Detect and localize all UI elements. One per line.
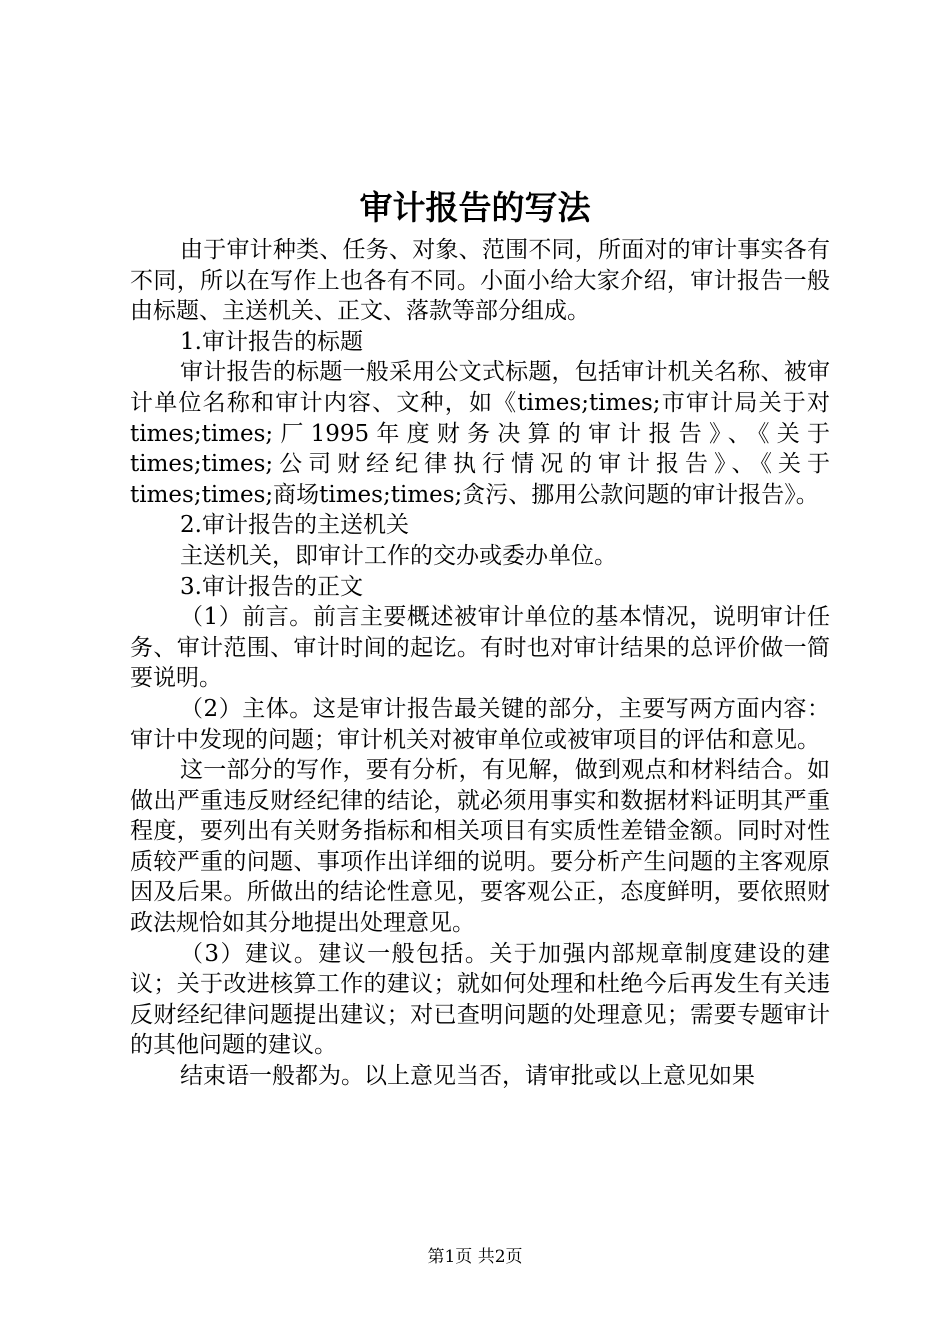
document-title: 审计报告的写法 bbox=[359, 188, 591, 227]
paragraph-conclusion: 结束语一般都为。以上意见当否，请审批或以上意见如果 bbox=[180, 1063, 755, 1090]
paragraph-main-body: （2）主体。这是审计报告最关键的部分，主要写两方面内容：审计中发现的问题；审计机关对被审单位或被审项目的评估和意见。 bbox=[130, 695, 830, 753]
paragraph-preface: （1）前言。前言主要概述被审计单位的基本情况，说明审计任务、审计范围、审计时间的起讫。有时也对审计结果的总评价做一简要说明。 bbox=[130, 604, 830, 692]
heading-title-section: 1.审计报告的标题 bbox=[180, 328, 363, 355]
paragraph-suggestions: （3）建议。建议一般包括。关于加强内部规章制度建设的建议；关于改进核算工作的建议；就如何处理和杜绝今后再发生有关违反财经纪律问题提出建议；对已查明问题的处理意见；需要专题审计的其他问题的建议。 bbox=[130, 940, 830, 1059]
paragraph-title-desc: 审计报告的标题一般采用公文式标题，包括审计机关名称、被审计单位名称和审计内容、文种，如《times;times;市审计局关于对times;times;厂1995年度财务决算的审计报告》、《关于times;times;公司财经纪律执行情况的审计报告》、《关于times;times;商场times;times;贪污、挪用公款问题的审计报告》。 bbox=[130, 359, 830, 508]
paragraph-analysis: 这一部分的写作，要有分析，有见解，做到观点和材料结合。如做出严重违反财经纪律的结论，就必须用事实和数据材料证明其严重程度，要列出有关财务指标和相关项目有实质性差错金额。同时对性质较严重的问题、事项作出详细的说明。要分析产生问题的主客观原因及后果。所做出的结论性意见，要客观公正，态度鲜明，要依照财政法规恰如其分地提出处理意见。 bbox=[130, 757, 830, 937]
page-footer: 第1页 共2页 bbox=[427, 1247, 523, 1267]
heading-recipient-section: 2.审计报告的主送机关 bbox=[180, 512, 409, 539]
document-body bbox=[130, 235, 830, 1092]
heading-body-section: 3.审计报告的正文 bbox=[180, 573, 363, 600]
paragraph-intro: 由于审计种类、任务、对象、范围不同，所面对的审计事实各有不同，所以在写作上也各有不同。小面小给大家介绍，审计报告一般由标题、主送机关、正文、落款等部分组成。 bbox=[130, 237, 830, 325]
paragraph-recipient-desc: 主送机关，即审计工作的交办或委办单位。 bbox=[180, 542, 617, 569]
